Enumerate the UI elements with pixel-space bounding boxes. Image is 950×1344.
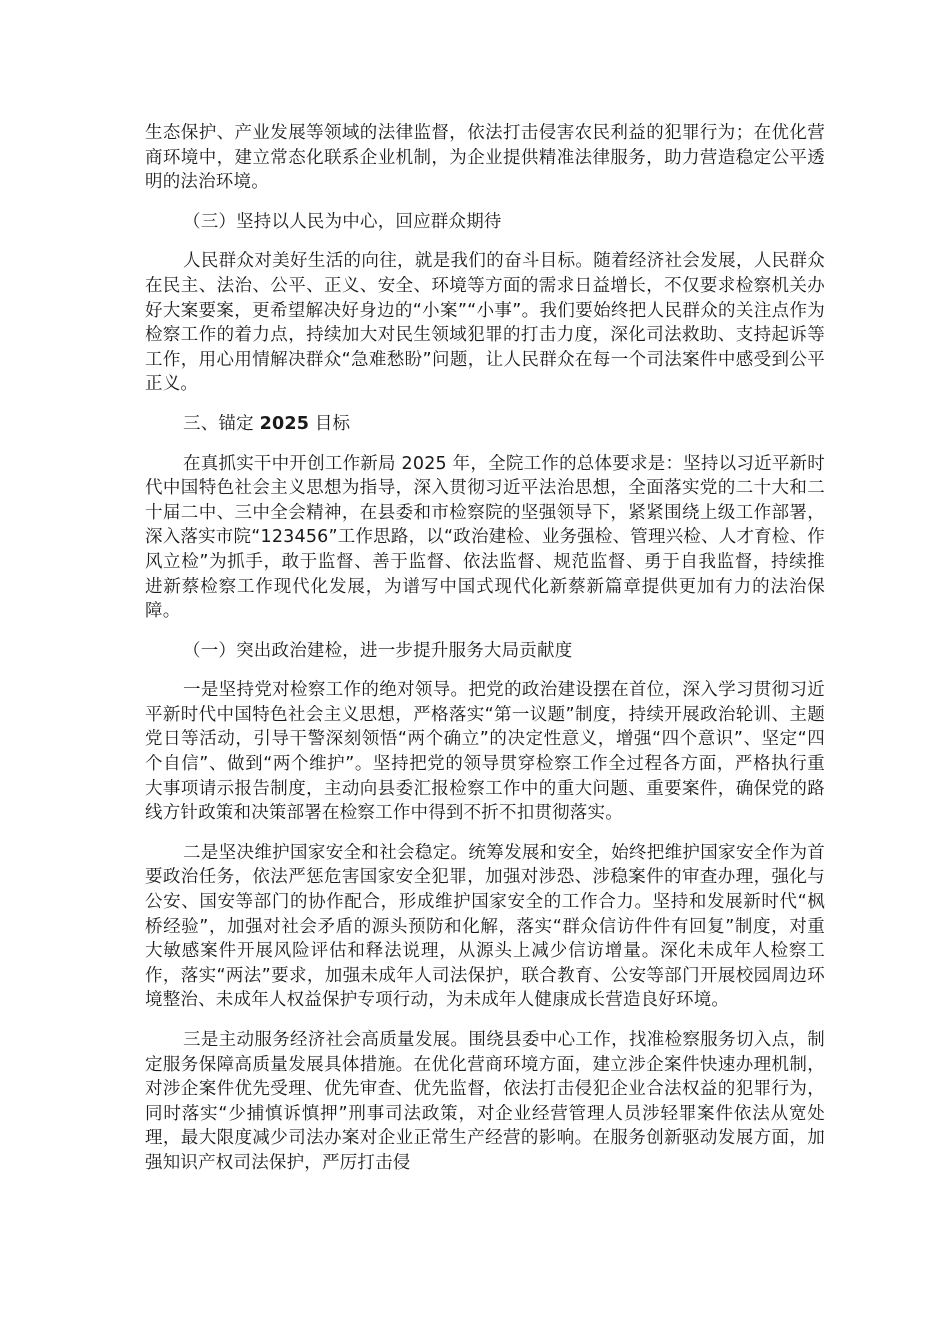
chapter-heading-suffix: 目标 <box>309 413 351 434</box>
document-body <box>145 121 825 1176</box>
section-heading-3: （三）坚持以人民为中心，回应群众期待 <box>183 211 502 232</box>
paragraph-people-centered: 人民群众对美好生活的向往，就是我们的奋斗目标。随着经济社会发展，人民群众在民主、法治、公平、正义、安全、环境等方面的需求日益增长，不仅要求检察机关办好大案要案，更希望解决好身边的“小案”“小事”。我们要始终把人民群众的关注点作为检察工作的着力点，持续加大对民生领域犯罪的打击力度，深化司法救助、支持起诉等工作，用心用情解决群众“急难愁盼”问题，让人民群众在每一个司法案件中感受到公平正义。 <box>145 251 825 395</box>
paragraph-continuation: 生态保护、产业发展等领域的法律监督，依法打击侵害农民利益的犯罪行为；在优化营商环境中，建立常态化联系企业机制，为企业提供精准法律服务，助力营造稳定公平透明的法治环境。 <box>145 123 825 193</box>
chapter-heading-prefix: 三、锚定 <box>183 413 260 434</box>
paragraph-party-leadership: 一是坚持党对检察工作的绝对领导。把党的政治建设摆在首位，深入学习贯彻习近平新时代中国特色社会主义思想，严格落实“第一议题”制度，持续开展政治轮训、主题党日等活动，引导干警深刻领悟“两个确立”的决定性意义，增强“四个意识”、坚定“四个自信”、做到“两个维护”。坚持把党的领导贯穿检察工作全过程各方面，严格执行重大事项请示报告制度，主动向县委汇报检察工作中的重大问题、重要案件，确保党的路线方针政策和决策部署在检察工作中得到不折不扣贯彻落实。 <box>145 680 825 824</box>
paragraph-national-security: 二是坚决维护国家安全和社会稳定。统筹发展和安全，始终把维护国家安全作为首要政治任务，依法严惩危害国家安全犯罪，加强对涉恐、涉稳案件的审查办理，强化与公安、国安等部门的协作配合，形成维护国家安全的工作合力。坚持和发展新时代“枫桥经验”，加强对社会矛盾的源头预防和化解，落实“群众信访件件有回复”制度，对重大敏感案件开展风险评估和释法说理，从源头上减少信访增量。深化未成年人检察工作，落实“两法”要求，加强未成年人司法保护，联合教育、公安等部门开展校园周边环境整治、未成年人权益保护专项行动，为未成年人健康成长营造良好环境。 <box>145 842 825 1011</box>
chapter-heading-2025-goals <box>145 412 825 437</box>
section-heading-1: （一）突出政治建检，进一步提升服务大局贡献度 <box>183 640 573 661</box>
chapter-heading-year: 2025 <box>259 413 310 434</box>
paragraph-overall-requirements: 在真抓实干中开创工作新局 2025 年，全院工作的总体要求是：坚持以习近平新时代中国特色社会主义思想为指导，深入贯彻习近平法治思想，全面落实党的二十大和二十届二中、三中全会精神，在县委和市检察院的坚强领导下，紧紧围绕上级工作部署，深入落实市院“123456”工作思路，以“政治建检、业务强检、管理兴检、人才育检、作风立检”为抓手，敢于监督、善于监督、依法监督、规范监督、勇于自我监督，持续推进新蔡检察工作现代化发展，为谱写中国式现代化新蔡新篇章提供更加有力的法治保障。 <box>145 453 825 622</box>
paragraph-economic-development: 三是主动服务经济社会高质量发展。围绕县委中心工作，找准检察服务切入点，制定服务保障高质量发展具体措施。在优化营商环境方面，建立涉企案件快速办理机制，对涉企案件优先受理、优先审查、优先监督，依法打击侵犯企业合法权益的犯罪行为，同时落实“少捕慎诉慎押”刑事司法政策，对企业经营管理人员涉轻罪案件依法从宽处理，最大限度减少司法办案对企业正常生产经营的影响。在服务创新驱动发展方面，加强知识产权司法保护，严厉打击侵 <box>145 1030 825 1173</box>
